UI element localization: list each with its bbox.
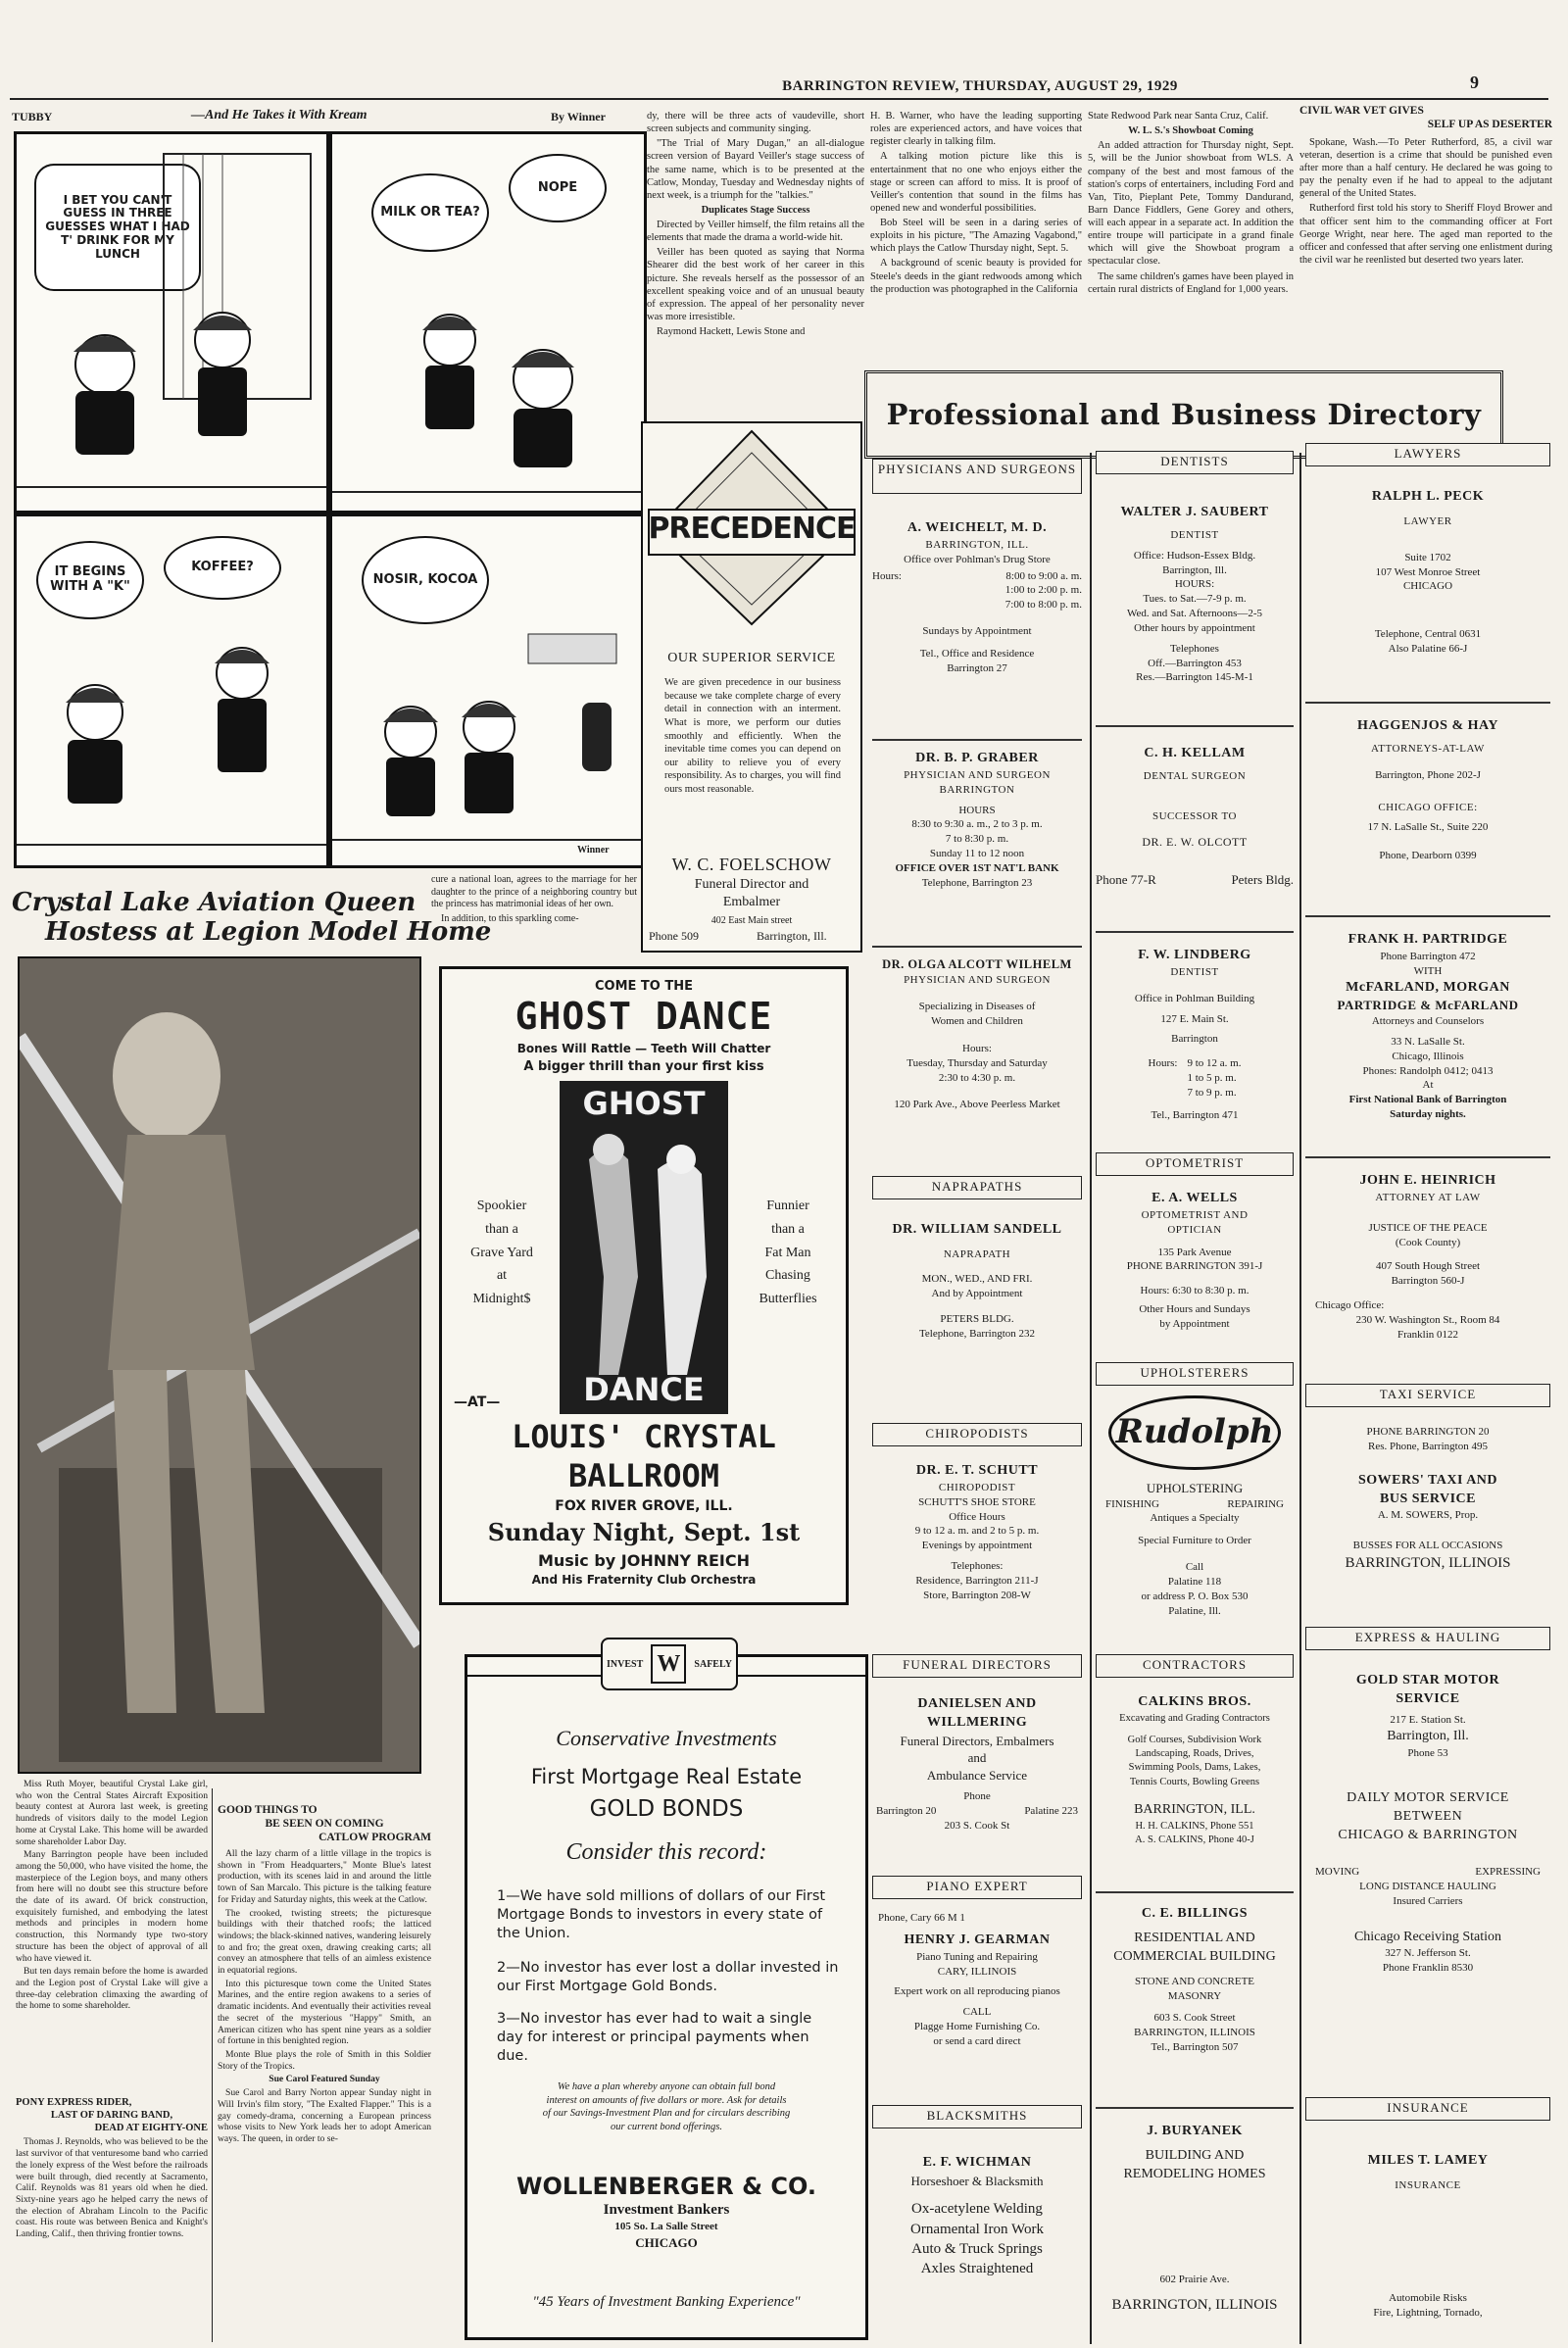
card-billings: C. E. BILLINGS RESIDENTIAL AND COMMERCIAL BUILDING STONE AND CONCRETE MASONRY 603 S. Cook Street BARRINGTON, ILLINOIS Tel., Barrington 507 xyxy=(1113,1906,1276,2054)
kids-illustration xyxy=(17,134,326,511)
section-lawyers: LAWYERS xyxy=(1305,443,1550,466)
section-blacksmiths: BLACKSMITHS xyxy=(872,2105,1082,2128)
column-story-showboat: State Redwood Park near Santa Cruz, Calif. W. L. S.'s Showboat Coming An added attraction for Thursday night, Sept. 5, will be the Junior showboat from WLS. A company of the best and most famous of the station's corps of entertainers, including Ford and Van, Tito, Pieplant Pete, Tommy Dandurand, Barn Dance Fiddlers, Gene Gorey and others, will each appear in a separate act. In addition the entire troupe will participate in a grand finale which will give the Showboat program a spectacular close. The same children's games have been played in certain rural districts of England for 1,000 years. xyxy=(1088,111,1294,295)
section-funeral: FUNERAL DIRECTORS xyxy=(872,1654,1082,1678)
venue-name: LOUIS' CRYSTAL xyxy=(512,1418,776,1455)
page-number: 9 xyxy=(1470,73,1479,92)
card-wilhelm: DR. OLGA ALCOTT WILHELM PHYSICIAN AND SURGEON Specializing in Diseases of Women and Children Hours: Tuesday, Thursday and Saturday 2:30 to 4:30 p. m. 120 Park Ave., Above Peerless Market xyxy=(882,957,1072,1110)
section-optometrist: OPTOMETRIST xyxy=(1096,1152,1294,1176)
ghost-dance-ad: COME TO THE GHOST DANCE Bones Will Rattle — Teeth Will Chatter A bigger thrill than your first kiss Spookier than a Grave Yard at Midnight$ Funnier than a Fat Man Chasing Butterflies GHOST DANCE —AT— LOUIS' CRYSTAL BALLROOM FOX RIVER GROVE, ILL. Sunday Night, Sept. 1st Music by JOHNNY REICH And His Fraternity Club Orchestra xyxy=(439,966,849,1605)
ghost-left-text: Spookier than a Grave Yard at Midnight$ xyxy=(470,1198,533,1307)
ghost-dance-poster: GHOST DANCE xyxy=(560,1081,728,1414)
column-rule xyxy=(212,1788,213,2342)
dancers-illustration xyxy=(560,1081,728,1414)
masthead-title: BARRINGTON REVIEW, THURSDAY, AUGUST 29, 1929 xyxy=(782,78,1178,94)
card-calkins: CALKINS BROS. Excavating and Grading Contractors Golf Courses, Subdivision Work Landscaping, Roads, Drives, Swimming Pools, Dams, Lakes, Tennis Courts, Bowling Greens BARRINGTON, ILL. H. H. CALKINS, Phone 551 A. S. CALKINS, Phone 40-J xyxy=(1119,1694,1270,1845)
precedence-heading: OUR SUPERIOR SERVICE xyxy=(667,651,836,665)
precedence-ad: PRECEDENCE OUR SUPERIOR SERVICE We are given precedence in our business because we take complete charge of every detail in connection with an interment. What is more, we perform our duties smoothly and efficiently. When the inevitable time comes you can depend on our ability to relieve you of every responsibility. As to charges, you will find ours most reasonable. W. C. FOELSCHOW Funeral Director and Embalmer 402 East Main street Phone 509 Barrington, Ill. xyxy=(641,421,862,953)
pony-express-story: PONY EXPRESS RIDER, LAST OF DARING BAND, DEAD AT EIGHTY-ONE Thomas J. Reynolds, who was believed to be the last survivor of that venturesome band who carried the lonely express of the West before the railroads were built through, died recently at Sacramento, Calif. Reynolds was 81 years old when he died. Sixty-nine years ago he helped carry the news of the election of Abraham Lincoln to the Pacific coast. His route was between Benica and Knight's Landing, Calif., then thriving frontier towns. xyxy=(16,2097,208,2240)
masthead-rule xyxy=(10,98,1548,100)
precedence-body: We are given precedence in our business because we take complete charge of every detail in connection with an interment. What is more, we perform our duties smoothly and efficiently. When the inevitable time comes you can depend on our ability to relieve you of every responsibility. As to charges, you will find ours most reasonable. xyxy=(664,677,841,796)
speech-bubble: KOFFEE? xyxy=(164,536,281,600)
section-chiropodists: CHIROPODISTS xyxy=(872,1423,1082,1446)
speech-bubble: I BET YOU CAN'T GUESS IN THREE GUESSES WHAT I HAD T' DRINK FOR MY LUNCH xyxy=(34,164,201,291)
card-saubert: WALTER J. SAUBERT DENTIST Office: Hudson-Essex Bldg. Barrington, Ill. HOURS: Tues. to Sat.—7-9 p. m. Wed. and Sat. Afternoons—2-5 Other hours by appointment Telephones Off.—Barrington 453 Res.—Barrington 145-M-1 xyxy=(1120,505,1269,684)
card-rudolph: Rudolph UPHOLSTERING FINISHING REPAIRING Antiques a Specialty Special Furniture to Order Call Palatine 118 or address P. O. Box 530 Palatine, Ill. xyxy=(1096,1395,1294,1618)
section-taxi: TAXI SERVICE xyxy=(1305,1384,1550,1407)
speech-bubble: MILK OR TEA? xyxy=(371,173,489,252)
column-story-trial: dy, there will be three acts of vaudeville, short screen subjects and community singing. "The Trial of Mary Dugan," an all-dialogue screen version of Bayard Veiller's stage success of the same name, which is to be presented at the Catlow, Monday, Tuesday and Wednesday nights of next week, is a triumph for the "talkies." Duplicates Stage Success Directed by Veiller himself, the film retains all the elements that made the drama a world-wide hit. Veiller has been quoted as saying that Norma Shearer did the best work of her career in this picture. She reveals herself as the possessor of an excellent speaking voice and of an unusual beauty of expression. The appeal of her personality never was more irresistible. Raymond Hackett, Lewis Stone and xyxy=(647,111,864,337)
card-lindberg: F. W. LINDBERG DENTIST Office in Pohlman Building 127 E. Main St. Barrington Hours: 9 to 12 a. m. 1 to 5 p. m. 7 to 9 p. m. Tel., Barrington 471 xyxy=(1134,948,1255,1121)
section-physicians: PHYSICIANS AND SURGEONS xyxy=(872,459,1082,494)
section-piano: PIANO EXPERT xyxy=(872,1876,1082,1899)
card-lamey: MILES T. LAMEY INSURANCE Automobile Risks Fire, Lightning, Tornado, xyxy=(1367,2153,1489,2319)
precedence-word: PRECEDENCE xyxy=(648,512,856,546)
card-wichman: E. F. WICHMAN Horseshoer & Blacksmith Ox-acetylene Welding Ornamental Iron Work Auto & Truck Springs Axles Straightened xyxy=(910,2155,1044,2277)
column-story-continued: cure a national loan, agrees to the marriage for her daughter to the prince of a neighboring country but the princess has matrimonial ideas of her own. In addition, to this sparkling come- xyxy=(431,874,637,924)
comic-panel-2 xyxy=(329,131,647,514)
speech-bubble: NOPE xyxy=(509,154,607,222)
directory-title: Professional and Business Directory xyxy=(886,398,1482,431)
invest-safely-badge: INVEST W SAFELY xyxy=(601,1638,738,1690)
comic-author: By Winner xyxy=(551,110,606,123)
card-danielsen: DANIELSEN AND WILLMERING Funeral Directors, Embalmers and Ambulance Service Phone Barrington 20 Palatine 223 203 S. Cook St xyxy=(876,1696,1078,1833)
catlow-story: GOOD THINGS TO BE SEEN ON COMING CATLOW PROGRAM All the lazy charm of a little village in the tropics is shown in "From Headquarters," Monte Blue's latest production, with its scenes laid in and around the little town of San Marcalo. This picture is the talking feature for Friday and Saturday nights, this week at the Catlow. The crooked, twisting streets; the picturesque buildings with their thatched roofs; the latticed windows; the black-skinned natives, wandering leisurely to and fro; the great oxen, drawing creaking carts; all convey an atmosphere that tells of an aimless existence in equatorial regions. Into this picturesque town come the United States Marines, and the entire region awakens to a series of dramatic incidents. And eventually their activities reveal the secret of the mysterious "Happy" Smith, an American citizen who has spent nine years as a soldier of fortune in this benighted region. Monte Blue plays the role of Smith in this Soldier Story of the Tropics. Sue Carol Featured Sunday Sue Carol and Barry Norton appear Sunday night in Will Irvin's film story, "The Exalted Flapper." This is a gay comedy-drama, concerning a European princess whose visits to New York leads her to adopt American ways. The queen, in order to se- xyxy=(218,1804,431,2144)
card-haggenjos: HAGGENJOS & HAY ATTORNEYS-AT-LAW Barrington, Phone 202-J CHICAGO OFFICE: 17 N. LaSalle St., Suite 220 Phone, Dearborn 0399 xyxy=(1357,718,1498,862)
card-goldstar: GOLD STAR MOTOR SERVICE 217 E. Station St. Barrington, Ill. Phone 53 DAILY MOTOR SERVICE BETWEEN CHICAGO & BARRINGTON MOVING EXPRESSING LONG DISTANCE HAULING Insured Carriers Chicago Receiving Station 327 N. Jefferson St. Phone Franklin 8530 xyxy=(1315,1673,1541,1975)
ghost-dance-title: GHOST DANCE xyxy=(514,995,773,1038)
section-contractors: CONTRACTORS xyxy=(1096,1654,1294,1678)
card-sandell: DR. WILLIAM SANDELL NAPRAPATH MON., WED., AND FRI. And by Appointment PETERS BLDG. Telephone, Barrington 232 xyxy=(892,1222,1062,1341)
card-wells: E. A. WELLS OPTOMETRIST AND OPTICIAN 135 Park Avenue PHONE BARRINGTON 391-J Hours: 6:30 to 8:30 p. m. Other Hours and Sundays by Appointment xyxy=(1126,1191,1263,1330)
card-sowers: PHONE BARRINGTON 20 Res. Phone, Barrington 495 SOWERS' TAXI AND BUS SERVICE A. M. SOWERS, Prop. BUSSES FOR ALL OCCASIONS BARRINGTON, ILLINOIS xyxy=(1345,1426,1511,1572)
section-express: EXPRESS & HAULING xyxy=(1305,1627,1550,1650)
column-story-warner: H. B. Warner, who have the leading supporting roles are experienced actors, and have voices that register clearly in talking film. A talking motion picture like this is entertainment that no one who enjoys either the stage or screen can afford to miss. It is proof of Veiller's contention that sound in the films has opened new and wonderful possibilities. Bob Steel will be seen in a daring series of exploits in his picture, "The Amazing Vagabond," which plays the Catlow Thursday night, Sept. 5. A background of scenic beauty is provided for Steele's deeds in the giant redwoods among which the production was photographed in the California xyxy=(870,111,1082,295)
ghost-right-text: Funnier than a Fat Man Chasing Butterflies xyxy=(759,1198,817,1307)
comic-panel-4 xyxy=(329,514,647,868)
speech-bubble: NOSIR, KOCOA xyxy=(362,536,489,624)
section-naprapaths: NAPRAPATHS xyxy=(872,1176,1082,1199)
column-story-civil-war: CIVIL WAR VET GIVES SELF UP AS DESERTER Spokane, Wash.—To Peter Rutherford, 85, a civil war veteran, desertion is a crime that should be punished even after more than a half century. He declared he was going to pay the penalty even if he had to appeal to the adjutant general of the United States. Rutherford first told his story to Sheriff Floyd Brower and that officer sent him to the commanding officer at Fort George Wright, near here. The aged man reported to the officer and confessed that after serving one enlistment during the civil war he reenlisted but deserted two years later. xyxy=(1299,105,1552,266)
card-peck: RALPH L. PECK LAWYER Suite 1702 107 West Monroe Street CHICAGO Telephone, Central 0631 Also Palatine 66-J xyxy=(1371,489,1485,656)
card-gearman: Phone, Cary 66 M 1 HENRY J. GEARMAN Piano Tuning and Repairing CARY, ILLINOIS Expert work on all reproducing pianos CALL Plagge Home Furnishing Co. or send a card direct xyxy=(878,1912,1060,2047)
section-insurance: INSURANCE xyxy=(1305,2097,1550,2121)
wollenberger-name: WOLLENBERGER & CO. xyxy=(516,2173,816,2200)
section-dentists: DENTISTS xyxy=(1096,451,1294,474)
card-schutt: DR. E. T. SCHUTT CHIROPODIST SCHUTT'S SHOE STORE Office Hours 9 to 12 a. m. and 2 to 5 p. m. Evenings by appointment Telephones: Residence, Barrington 211-J Store, Barrington 208-W xyxy=(914,1463,1040,1601)
section-upholsterers: UPHOLSTERERS xyxy=(1096,1362,1294,1386)
speech-bubble: IT BEGINS WITH A "K" xyxy=(36,541,144,619)
aviation-body: Miss Ruth Moyer, beautiful Crystal Lake girl, who won the Central States Aircraft Exposition beauty contest at Aurora last week, is greeting hundreds of visitors daily to the model Legion home at Crystal Lake. This home will be awarded some shareholder Labor Day. Many Barrington people have been included among the 50,000, who have visited the home, the masterpiece of the Legion boys, and many others from here will no doubt see this structure before the date of its award. Of brick construction, exquisitely furnished, and embodying the latest methods and principles in modern home construction, this Normandy type two-story structure has been the object of approval of all who have viewed it. But ten days remain before the home is awarded and the Legion post of Crystal Lake will give a three-day celebration climaxing the awarding of the home to some shareholder. xyxy=(16,1779,208,2012)
card-partridge: FRANK H. PARTRIDGE Phone Barrington 472 WITH McFARLAND, MORGAN PARTRIDGE & McFARLAND Attorneys and Counselors 33 N. LaSalle St. Chicago, Illinois Phones: Randolph 0412; 0413 At First National Bank of Barrington Saturday nights. xyxy=(1337,932,1519,1121)
card-graber: DR. B. P. GRABER PHYSICIAN AND SURGEON BARRINGTON HOURS 8:30 to 9:30 a. m., 2 to 3 p. m. 7 to 8:30 p. m. Sunday 11 to 12 noon OFFICE OVER 1ST NAT'L BANK Telephone, Barrington 23 xyxy=(895,751,1059,889)
aviation-headline-2: Hostess at Legion Model Home xyxy=(45,917,492,947)
comic-panel-1 xyxy=(14,131,329,514)
aviation-photo xyxy=(18,956,421,1774)
comic-name: TUBBY xyxy=(12,110,53,123)
card-kellam: C. H. KELLAM DENTAL SURGEON SUCCESSOR TO DR. E. W. OLCOTT Phone 77-R Peters Bldg. xyxy=(1096,746,1294,887)
card-weichelt: A. WEICHELT, M. D. BARRINGTON, ILL. Office over Pohlman's Drug Store Hours: 8:00 to 9:00 a. m. 1:00 to 2:00 p. m. 7:00 to 8:00 p. m. Sundays by Appointment Tel., Office and Residence Barrington 27 xyxy=(872,520,1082,674)
comic-title: —And He Takes it With Kream xyxy=(191,108,368,122)
foelschow-name: W. C. FOELSCHOW xyxy=(671,855,832,874)
card-heinrich: JOHN E. HEINRICH ATTORNEY AT LAW JUSTICE OF THE PEACE (Cook County) 407 South Hough Street Barrington 560-J Chicago Office: 230 W. Washington St., Room 84 Franklin 0122 xyxy=(1315,1173,1500,1341)
rudolph-logo: Rudolph xyxy=(1108,1395,1281,1470)
aviator-illustration xyxy=(20,958,419,1772)
aviation-headline-1: Crystal Lake Aviation Queen xyxy=(12,888,416,917)
card-buryanek: J. BURYANEK BUILDING AND REMODELING HOMES 602 Prairie Ave. BARRINGTON, ILLINOIS xyxy=(1111,2124,1278,2313)
comic-panel-3 xyxy=(14,514,329,868)
investment-ad: INVEST W SAFELY Conservative Investments First Mortgage Real Estate GOLD BONDS Consider this record: 1—We have sold millions of dollars of our First Mortgage Bonds to investors in every state of the Union. 2—No investor has ever lost a dollar invested in our First Mortgage Gold Bonds. 3—No investor has ever had to wait a single day for interest or principal payments when due. We have a plan whereby anyone can obtain full bond interest on amounts of five dollars or more. Ask for details of our Savings-Investment Plan and for circulars describing our current bond offerings. WOLLENBERGER & CO. Investment Bankers 105 So. La Salle Street CHICAGO "45 Years of Investment Banking Experience" xyxy=(465,1654,868,2340)
artist-signature: Winner xyxy=(577,845,610,856)
